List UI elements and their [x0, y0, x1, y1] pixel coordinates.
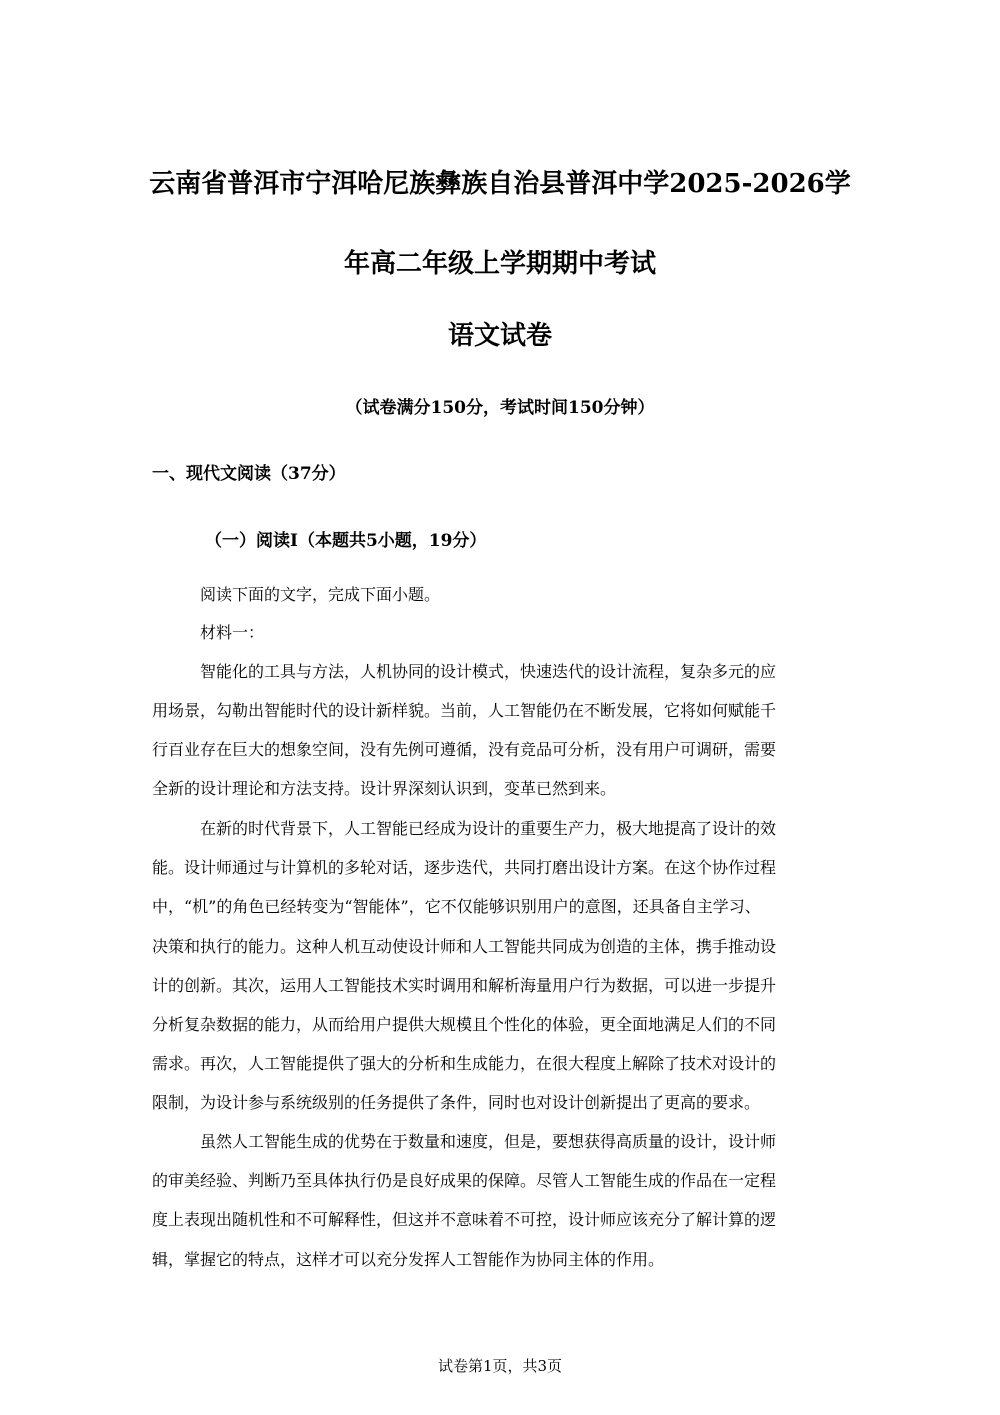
paragraph-line: 智能化的工具与方法，人机协同的设计模式，快速迭代的设计流程，复杂多元的应 — [200, 662, 777, 681]
sub-section-heading: （一）阅读Ⅰ（本题共5小题，19分） — [205, 531, 487, 551]
page-number-footer: 试卷第1页，共3页 — [437, 1357, 563, 1375]
material-label: 材料一： — [200, 623, 265, 642]
paragraph-line: 中，“机”的角色已经转变为“智能体”，它不仅能够识别用户的意图，还具备自主学习、 — [152, 897, 761, 916]
paragraph-line: 在新的时代背景下，人工智能已经成为设计的重要生产力，极大地提高了设计的效 — [200, 819, 777, 838]
paragraph-line: 分析复杂数据的能力，从而给用户提供大规模且个性化的体验，更全面地满足人们的不同 — [152, 1015, 777, 1034]
paragraph-line: 能。设计师通过与计算机的多轮对话，逐步迭代，共同打磨出设计方案。在这个协作过程 — [152, 858, 777, 877]
paragraph-line: 虽然人工智能生成的优势在于数量和速度，但是，要想获得高质量的设计，设计师 — [200, 1132, 777, 1151]
exam-info: （试卷满分150分，考试时间150分钟） — [345, 398, 655, 418]
paragraph-line: 辑，掌握它的特点，这样才可以充分发挥人工智能作为协同主体的作用。 — [152, 1250, 665, 1269]
paragraph-line: 用场景，勾勒出智能时代的设计新样貌。当前，人工智能仍在不断发展，它将如何赋能千 — [152, 701, 777, 720]
exam-title-line-2: 年高二年级上学期期中考试 — [343, 249, 656, 279]
paragraph-line: 限制，为设计参与系统级别的任务提供了条件，同时也对设计创新提出了更高的要求。 — [152, 1093, 761, 1112]
paragraph-line: 度上表现出随机性和不可解释性，但这并不意味着不可控，设计师应该充分了解计算的逻 — [152, 1210, 777, 1229]
paragraph-line: 需求。再次，人工智能提供了强大的分析和生成能力，在很大程度上解除了技术对设计的 — [152, 1054, 777, 1073]
exam-subject-title: 语文试卷 — [447, 321, 552, 351]
section-heading: 一、现代文阅读（37分） — [152, 464, 346, 484]
paragraph-line: 全新的设计理论和方法支持。设计界深刻认识到，变革已然到来。 — [152, 779, 617, 798]
paragraph-line: 行百业存在巨大的想象空间，没有先例可遵循，没有竞品可分析，没有用户可调研，需要 — [152, 740, 777, 759]
paragraph-line: 的审美经验、判断乃至具体执行仍是良好成果的保障。尽管人工智能生成的作品在一定程 — [152, 1171, 777, 1190]
paragraph-line: 计的创新。其次，运用人工智能技术实时调用和解析海量用户行为数据，可以进一步提升 — [152, 976, 777, 995]
paragraph-line: 决策和执行的能力。这种人机互动使设计师和人工智能共同成为创造的主体，携手推动设 — [152, 937, 777, 956]
instruction-text: 阅读下面的文字，完成下面小题。 — [200, 585, 441, 604]
exam-title-line-1: 云南省普洱市宁洱哈尼族彝族自治县普洱中学2025-2026学 — [149, 169, 851, 199]
